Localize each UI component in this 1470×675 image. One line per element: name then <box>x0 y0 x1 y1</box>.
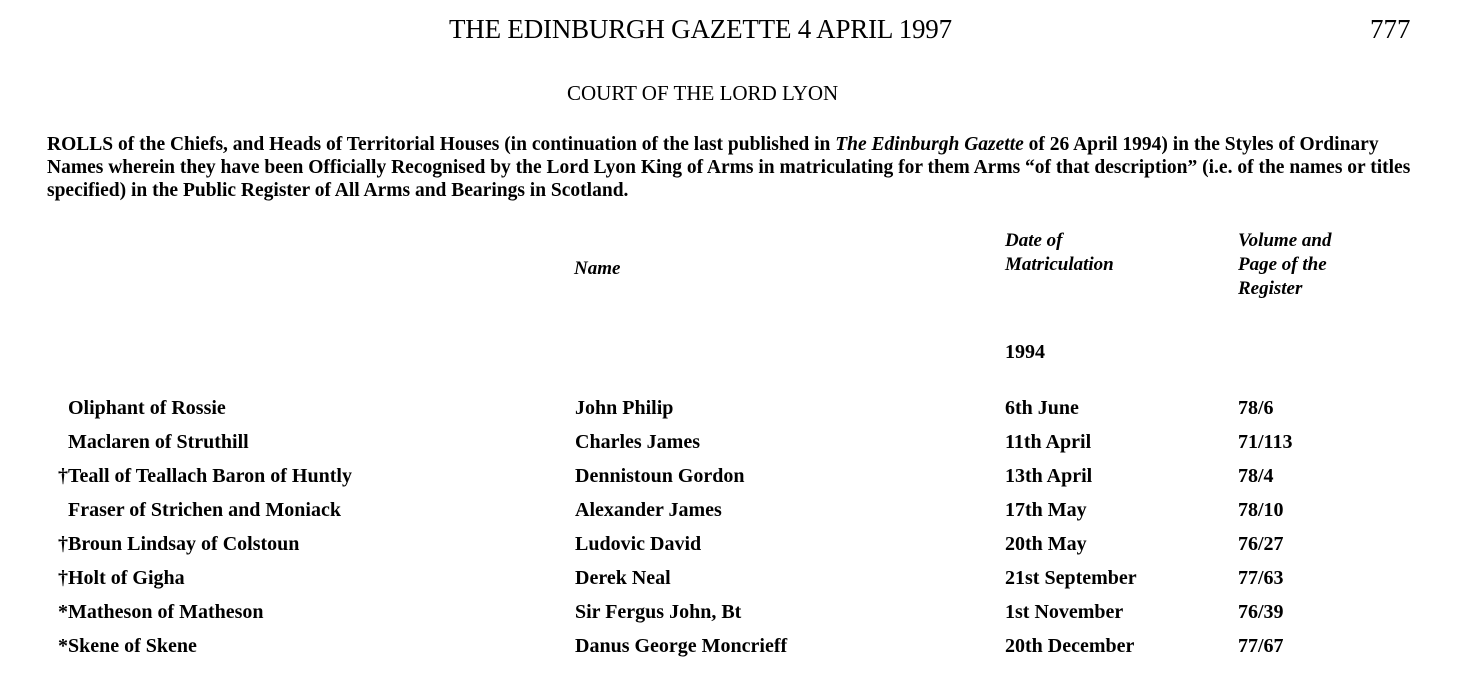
page-number: 777 <box>1370 14 1411 44</box>
chief-name: Alexander James <box>575 499 722 521</box>
table-row <box>0 431 1470 465</box>
register-volume-page: 77/63 <box>1238 567 1284 589</box>
matriculation-date: 13th April <box>1005 465 1093 487</box>
chief-name: Charles James <box>575 431 700 453</box>
gazette-name-italic: The Edinburgh Gazette <box>835 134 1024 155</box>
table-row <box>0 499 1470 533</box>
year-heading: 1994 <box>1005 341 1045 363</box>
column-header-date-line2: Matriculation <box>1005 254 1114 275</box>
register-volume-page: 76/27 <box>1238 533 1284 555</box>
register-volume-page: 77/67 <box>1238 635 1284 657</box>
matriculation-date: 21st September <box>1005 567 1137 589</box>
territorial-house: †Holt of Gigha <box>58 567 185 589</box>
territorial-house: *Skene of Skene <box>58 635 197 657</box>
territorial-house: †Broun Lindsay of Colstoun <box>58 533 300 555</box>
territorial-house: *Matheson of Matheson <box>58 601 264 623</box>
intro-text-end: of 26 April 1994) in the Styles of Ordinary Names wherein they have been Officially Recognised by the Lord Lyon King of Arms in matriculating for them Arms “of that description” (i.e. of the names or titles specified) in the Public Register of All Arms and Bearings in Scotland. <box>47 134 1411 201</box>
table-row <box>0 397 1470 431</box>
column-header-volume <box>1238 229 1331 301</box>
column-header-volume-line2: Page of the <box>1238 254 1327 275</box>
chief-name: Sir Fergus John, Bt <box>575 601 742 623</box>
column-header-date-line1: Date of <box>1005 230 1063 251</box>
table-row <box>0 567 1470 601</box>
matriculation-date: 6th June <box>1005 397 1079 419</box>
matriculation-date: 1st November <box>1005 601 1124 623</box>
chief-name: Danus George Moncrieff <box>575 635 788 657</box>
intro-text-start: ROLLS of the Chiefs, and Heads of Territorial Houses (in continuation of the last published in <box>47 134 836 155</box>
gazette-title: THE EDINBURGH GAZETTE 4 APRIL 1997 <box>449 14 952 44</box>
column-header-volume-line3: Register <box>1238 278 1303 299</box>
register-volume-page: 76/39 <box>1238 601 1284 623</box>
territorial-house: Oliphant of Rossie <box>68 397 226 419</box>
register-volume-page: 71/113 <box>1238 431 1293 453</box>
register-volume-page: 78/10 <box>1238 499 1284 521</box>
chief-name: Ludovic David <box>575 533 702 555</box>
section-title: COURT OF THE LORD LYON <box>567 81 839 105</box>
territorial-house: †Teall of Teallach Baron of Huntly <box>58 465 352 487</box>
matriculation-date: 17th May <box>1005 499 1087 521</box>
territorial-house: Maclaren of Struthill <box>68 431 249 453</box>
chief-name: Dennistoun Gordon <box>575 465 745 487</box>
matriculation-date: 20th May <box>1005 533 1087 555</box>
register-volume-page: 78/6 <box>1238 397 1274 419</box>
table-row <box>0 465 1470 499</box>
column-header-name: Name <box>574 258 621 279</box>
column-header-date <box>1005 229 1114 277</box>
register-volume-page: 78/4 <box>1238 465 1274 487</box>
table-row <box>0 635 1470 669</box>
chief-name: Derek Neal <box>575 567 671 589</box>
matriculation-date: 20th December <box>1005 635 1135 657</box>
table-row <box>0 533 1470 567</box>
intro-paragraph <box>47 133 1427 202</box>
chief-name: John Philip <box>575 397 674 419</box>
territorial-house: Fraser of Strichen and Moniack <box>68 499 341 521</box>
column-header-volume-line1: Volume and <box>1238 230 1332 251</box>
table-row <box>0 601 1470 635</box>
matriculation-date: 11th April <box>1005 431 1092 453</box>
